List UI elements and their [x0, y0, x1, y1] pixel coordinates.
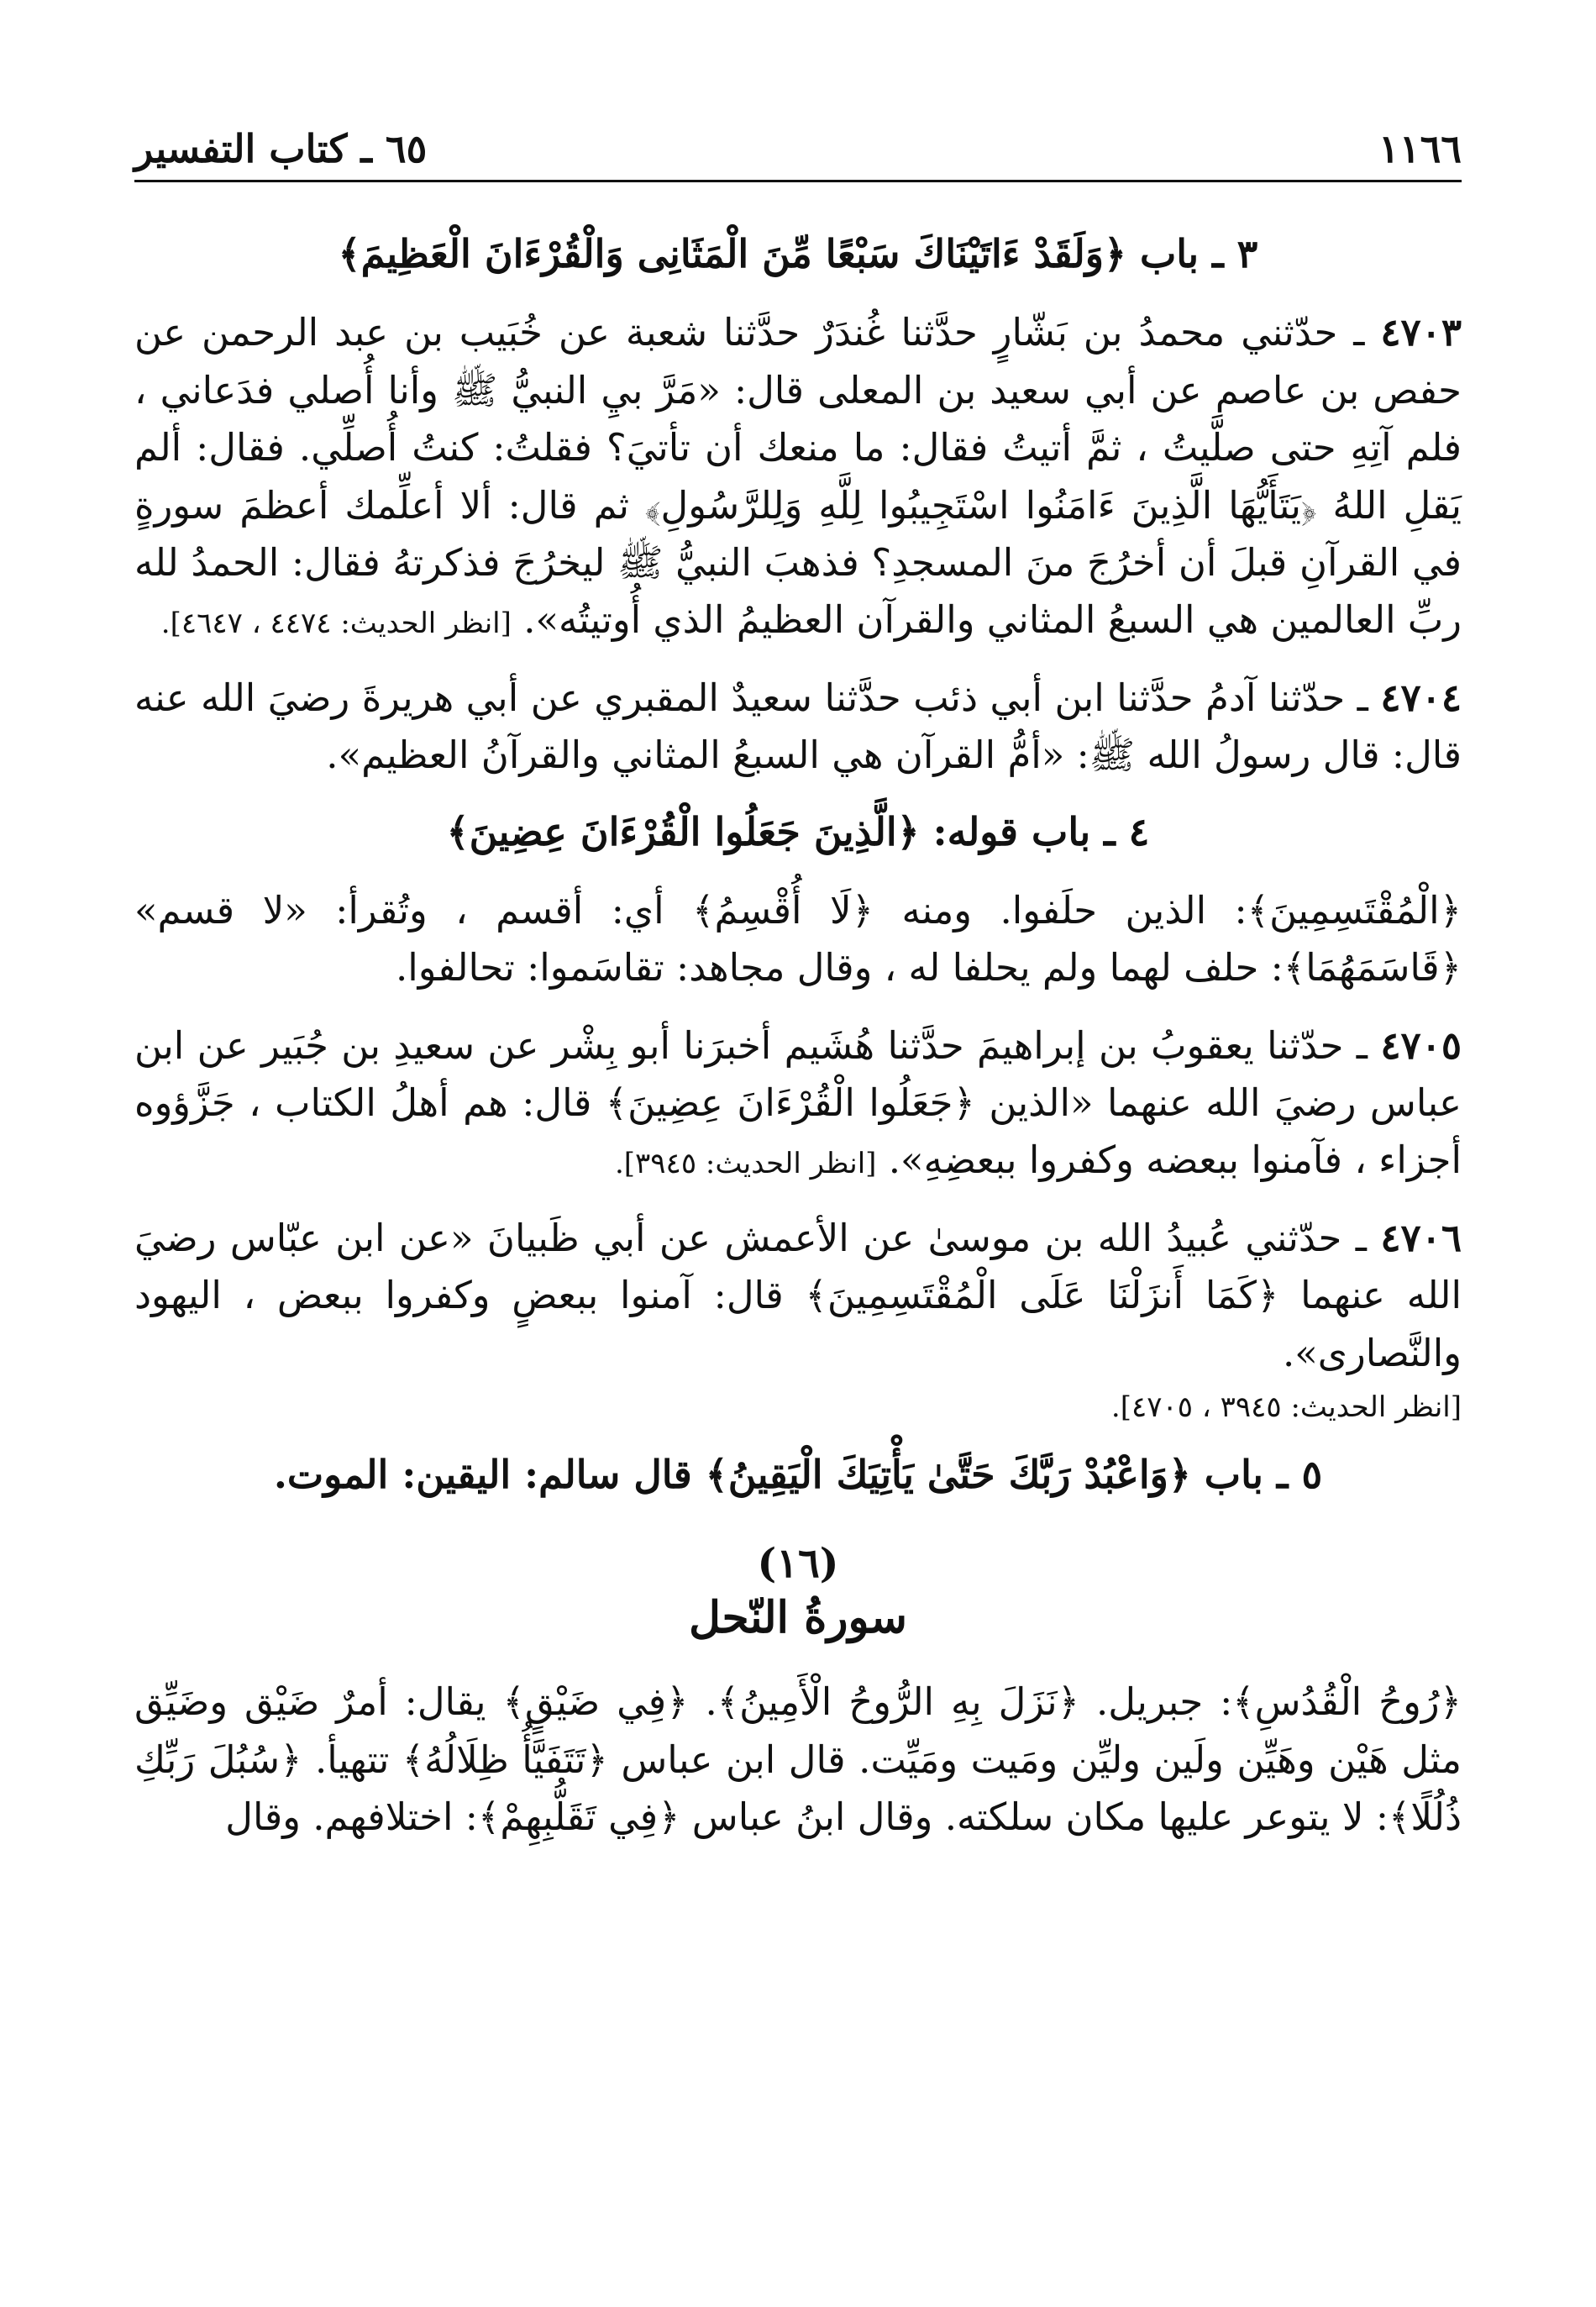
- hadith-text: ـ حدّثنا يعقوبُ بن إبراهيمَ حدَّثنا هُشَيم أخبرَنا أبو بِشْر عن سعيدِ بن جُبَير عن ابن عباس رضيَ الله عنهما «الذين ﴿جَعَلُوا الْقُرْءَانَ عِضِينَ﴾ قال: هم أهلُ الكتاب ، جَزَّؤوه أجزاء ، فآمنوا ببعضه وكفروا ببعضِهِ».: [134, 1022, 1462, 1183]
- chapter-heading-5: ٥ ـ باب ﴿وَاعْبُدْ رَبَّكَ حَتَّىٰ يَأْتِيَكَ الْيَقِينُ﴾ قال سالم: اليقين: الموت.: [273, 1452, 1323, 1498]
- chapter-heading-4: ٤ ـ باب قوله: ﴿الَّذِينَ جَعَلُوا الْقُرْءَانَ عِضِينَ﴾: [446, 808, 1150, 854]
- hadith-4704: [134, 670, 1462, 785]
- hadith-number: ٤٧٠٥: [1380, 1022, 1462, 1068]
- book-title: ٦٥ ـ كتاب التفسير: [134, 126, 428, 171]
- surah-number: (١٦): [757, 1540, 839, 1588]
- hadith-4706: [134, 1210, 1462, 1382]
- hadith-reference: [انظر الحديث: ٣٩٤٥ ، ٤٧٠٥].: [1110, 1390, 1462, 1425]
- hadith-reference: [انظر الحديث: ٣٩٤٥].: [614, 1147, 877, 1181]
- hadith-text: ـ حدّثني عُبيدُ الله بن موسىٰ عن الأعمش عن أبي ظَبيانَ «عن ابن عبّاس رضيَ الله عنهما ﴿كَمَا أَنزَلْنَا عَلَى الْمُقْتَسِمِينَ﴾ قال: آمنوا ببعضٍ وكفروا ببعض ، اليهود والنَّصارى».: [134, 1215, 1462, 1375]
- page-number: ١١٦٦: [1378, 126, 1462, 171]
- page-content: [134, 227, 1462, 1867]
- hadith-number: ٤٧٠٣: [1380, 310, 1462, 355]
- hadith-number: ٤٧٠٤: [1380, 675, 1462, 720]
- hadith-reference: [انظر الحديث: ٤٤٧٤ ، ٤٦٤٧].: [160, 607, 512, 641]
- hadith-4705: [134, 1017, 1462, 1190]
- commentary-paragraph: ﴿الْمُقْتَسِمِينَ﴾: الذين حلَفوا. ومنه ﴿لَا أُقْسِمُ﴾ أي: أقسم ، وتُقرأ: «لا قسم» ﴿قَاسَمَهُمَا﴾: حلف لهما ولم يحلفا له ، وقال مجاهد: تقاسَموا: تحالفوا.: [134, 887, 1462, 991]
- page-header: [134, 118, 1462, 182]
- surah-intro-paragraph: ﴿رُوحُ الْقُدُسِ﴾: جبريل. ﴿نَزَلَ بِهِ الرُّوحُ الْأَمِينُ﴾. ﴿فِي ضَيْقٍ﴾ يقال: أمرٌ ضَيْق وضَيِّق مثل هَيْن وهَيِّن ولَين وليِّن ومَيت ومَيِّت. قال ابن عباس ﴿تَتَفَيَّأُ ظِلَالُهُ﴾ تتهيأ. ﴿سُبُلَ رَبِّكِ ذُلُلًا﴾: لا يتوعر عليها مكان سلكته. وقال ابنُ عباس ﴿فِي تَقَلُّبِهِمْ﴾: اختلافهم. وقال: [134, 1679, 1462, 1840]
- hadith-text: ـ حدّثني محمدُ بن بَشّارٍ حدَّثنا غُندَرٌ حدَّثنا شعبة عن خُبَيب بن عبد الرحمن عن حفص بن عاصم عن أبي سعيد بن المعلى قال: «مَرَّ بيِ النبيُّ ﷺ وأنا أُصلي فدَعاني ، فلم آتِهِ حتى صلَّيتُ ، ثمَّ أتيتُ فقال: ما منعك أن تأتيَ؟ فقلتُ: كنتُ أُصلِّي. فقال: ألم يَقلِ اللهُ ﴿يَتَأَيُّهَا الَّذِينَ ءَامَنُوا اسْتَجِيبُوا لِلَّهِ وَلِلرَّسُولِ﴾ ثم قال: ألا أعلِّمك أعظمَ سورةٍ في القرآنِ قبلَ أن أخرُجَ منَ المسجدِ؟ فذهبَ النبيُّ ﷺ ليخرُجَ فذكرتهُ فقال: الحمدُ لله ربِّ العالمين هي السبعُ المثاني والقرآن العظيمُ الذي أُوتيتُه».: [134, 310, 1462, 643]
- hadith-4703: [134, 304, 1462, 649]
- hadith-number: ٤٧٠٦: [1380, 1215, 1462, 1260]
- hadith-text: ـ حدّثنا آدمُ حدَّثنا ابن أبي ذئب حدَّثنا سعيدٌ المقبري عن أبي هريرةَ رضيَ الله عنه قال: قال رسولُ الله ﷺ: «أمُّ القرآن هي السبعُ المثاني والقرآنُ العظيم».: [134, 675, 1462, 778]
- surah-title: سورةُ النّحل: [689, 1592, 907, 1644]
- chapter-heading-3: ٣ ـ باب ﴿وَلَقَدْ ءَاتَيْنَاكَ سَبْعًا مِّنَ الْمَثَانِى وَالْقُرْءَانَ الْعَظِيمَ﴾: [338, 231, 1258, 276]
